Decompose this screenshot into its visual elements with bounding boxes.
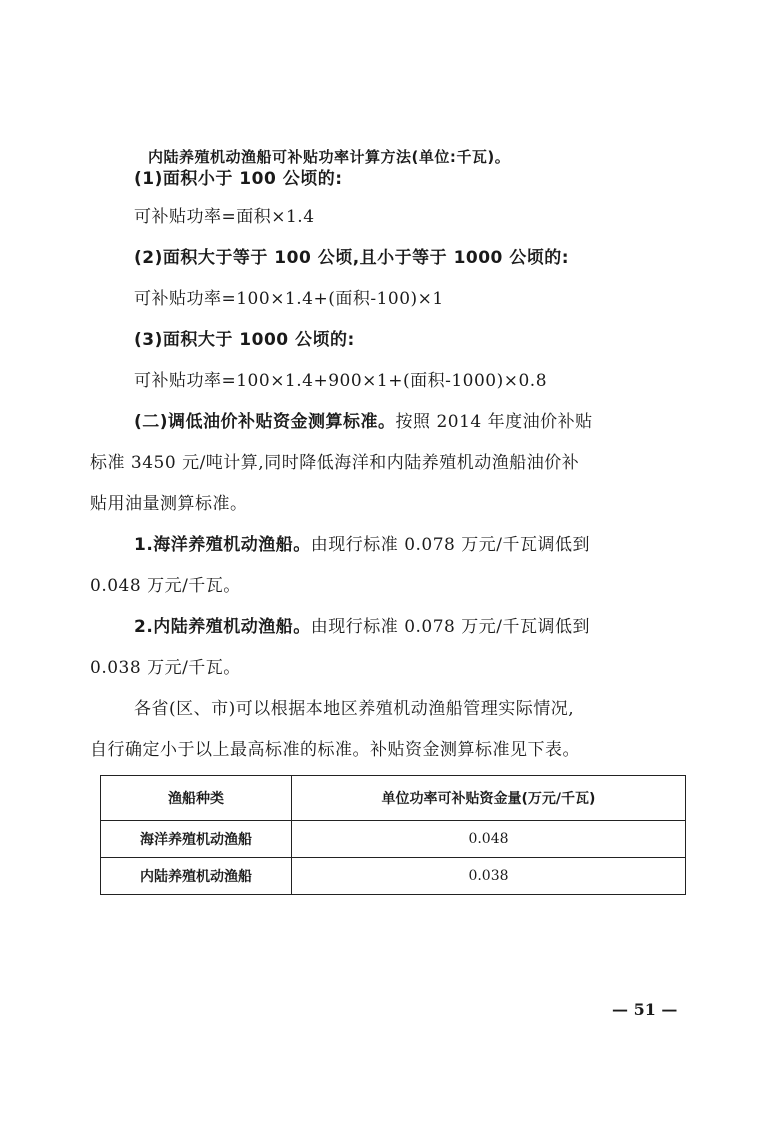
table-header-value: 单位功率可补贴资金量(万元/千瓦) <box>292 776 686 821</box>
section2-heading: (二)调低油价补贴资金测算标准。 <box>134 412 396 432</box>
item1-line2: 0.048 万元/千瓦。 <box>90 576 241 596</box>
page-number: — 51 — <box>612 1000 678 1019</box>
section2-text-1: 按照 2014 年度油价补贴 <box>395 412 593 432</box>
item2-text-1: 由现行标准 0.078 万元/千瓦调低到 <box>310 617 590 637</box>
case1-title: (1)面积小于 100 公顷的: <box>134 169 343 189</box>
case3-formula: 可补贴功率=100×1.4+900×1+(面积-1000)×0.8 <box>134 371 548 391</box>
table-cell-value: 0.038 <box>292 858 686 895</box>
table-row <box>101 858 686 895</box>
item2-line1 <box>134 616 590 638</box>
case3-title: (3)面积大于 1000 公顷的: <box>134 330 355 350</box>
section2-line1 <box>134 411 593 433</box>
case2-formula: 可补贴功率=100×1.4+(面积-100)×1 <box>134 289 444 309</box>
item1-text-1: 由现行标准 0.078 万元/千瓦调低到 <box>310 535 590 555</box>
table-row <box>101 821 686 858</box>
section2-line2: 标准 3450 元/吨计算,同时降低海洋和内陆养殖机动渔船油价补 <box>90 453 580 473</box>
heading-line: 内陆养殖机动渔船可补贴功率计算方法(单位:千瓦)。 <box>148 148 511 166</box>
paragraph-line2: 自行确定小于以上最高标准的标准。补贴资金测算标准见下表。 <box>90 740 580 760</box>
item1-heading: 1.海洋养殖机动渔船。 <box>134 535 311 555</box>
table-cell-value: 0.048 <box>292 821 686 858</box>
table-header-type: 渔船种类 <box>101 776 292 821</box>
item2-heading: 2.内陆养殖机动渔船。 <box>134 617 311 637</box>
table-cell-type: 内陆养殖机动渔船 <box>101 858 292 895</box>
paragraph-line1: 各省(区、市)可以根据本地区养殖机动渔船管理实际情况, <box>134 699 575 719</box>
table-header-row <box>101 776 686 821</box>
case1-formula: 可补贴功率=面积×1.4 <box>134 207 315 227</box>
case2-title: (2)面积大于等于 100 公顷,且小于等于 1000 公顷的: <box>134 248 570 268</box>
table-cell-type: 海洋养殖机动渔船 <box>101 821 292 858</box>
item1-line1 <box>134 534 590 556</box>
section2-line3: 贴用油量测算标准。 <box>90 494 248 514</box>
subsidy-table <box>100 775 686 895</box>
item2-line2: 0.038 万元/千瓦。 <box>90 658 241 678</box>
